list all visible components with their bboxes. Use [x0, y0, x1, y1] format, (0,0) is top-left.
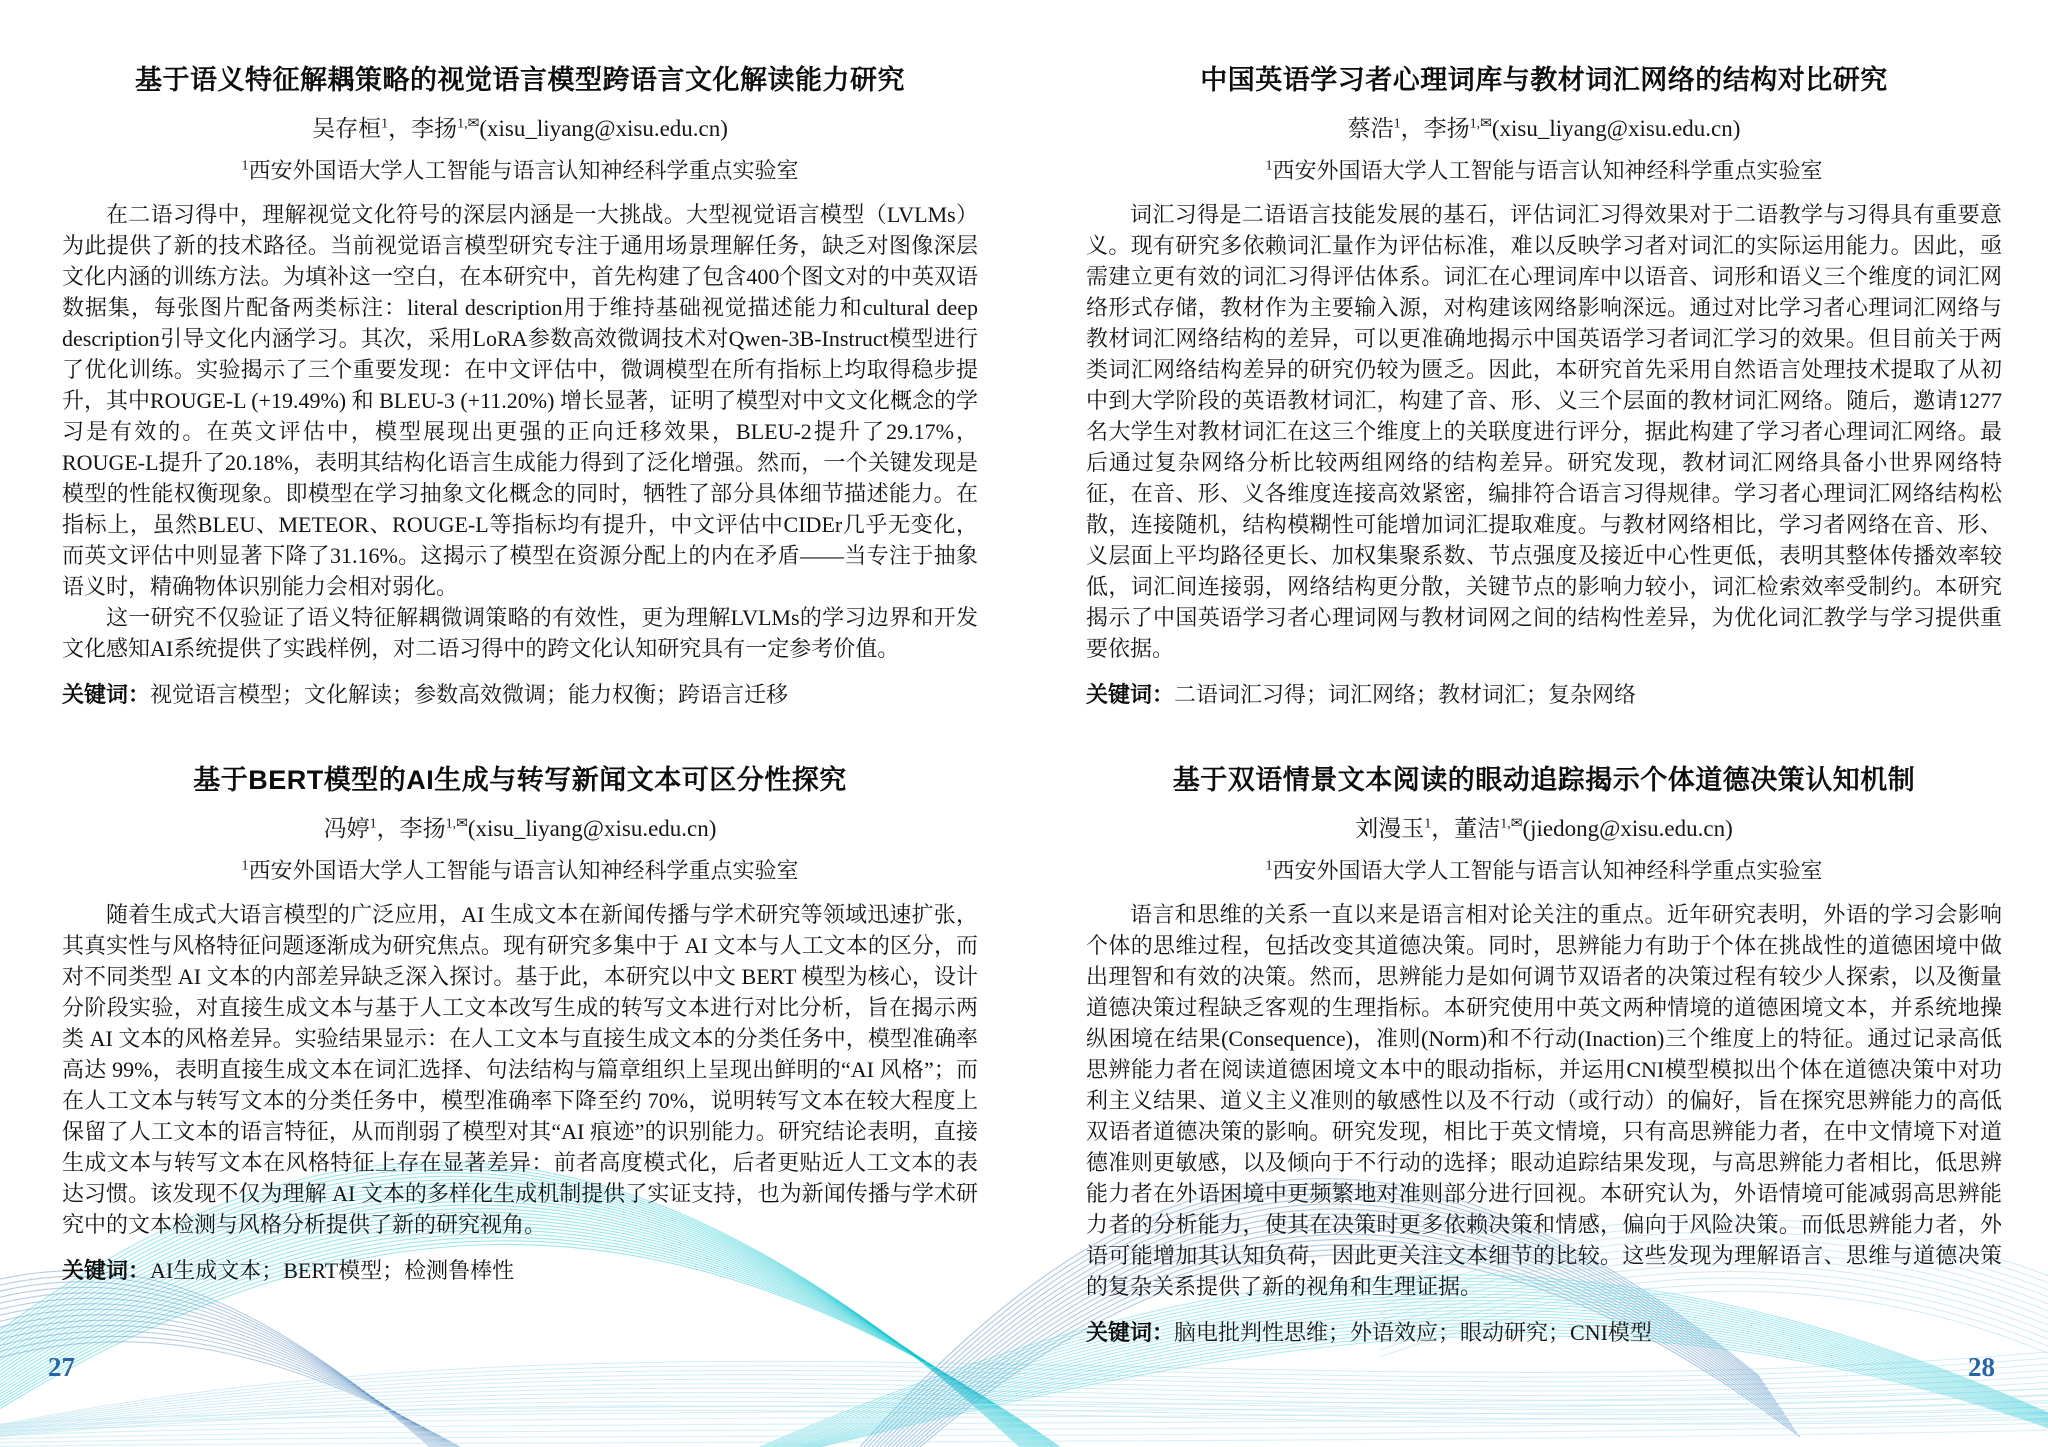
keywords-label: 关键词： [62, 1258, 151, 1283]
author-name: 李扬 [1423, 116, 1470, 141]
keywords-text: AI生成文本；BERT模型；检测鲁棒性 [150, 1258, 515, 1283]
author-separator: ， [376, 816, 400, 841]
author-superscript: 1 [381, 116, 389, 132]
author-name: 刘漫玉 [1355, 816, 1425, 841]
author-superscript: 1 [369, 816, 377, 832]
keywords-line [1086, 679, 2002, 710]
author-separator: ， [1400, 116, 1424, 141]
keywords-label: 关键词： [62, 682, 151, 707]
affiliation-text: 西安外国语大学人工智能与语言认知神经科学重点实验室 [1272, 858, 1823, 883]
authors-line [1086, 814, 2002, 844]
corresponding-author-envelope-icon: 1,✉ [1500, 816, 1523, 832]
author-name: 董洁 [1454, 816, 1501, 841]
author-name: 吴存桓 [312, 116, 382, 141]
authors-line [62, 814, 978, 844]
affiliation-line [62, 856, 978, 885]
abstract-paragraph: 在二语习得中，理解视觉文化符号的深层内涵是一大挑战。大型视觉语言模型（LVLMs）为此提供了新的技术路径。当前视觉语言模型研究专注于通用场景理解任务，缺乏对图像深层文化内涵的训练方法。为填补这一空白，在本研究中，首先构建了包含400个图文对的中英双语数据集，每张图片配备两类标注：literal description用于维持基础视觉描述能力和cultural deep description引导文化内涵学习。其次，采用LoRA参数高效微调技术对Qwen-3B-Instruct模型进行了优化训练。实验揭示了三个重要发现：在中文评估中，微调模型在所有指标上均取得稳步提升，其中ROUGE-L (+19.49%) 和 BLEU-3 (+11.20%) 增长显著，证明了模型对中文文化概念的学习是有效的。在英文评估中，模型展现出更强的正向迁移效果，BLEU-2提升了29.17%，ROUGE-L提升了20.18%，表明其结构化语言生成能力得到了泛化增强。然而，一个关键发现是模型的性能权衡现象。即模型在学习抽象文化概念的同时，牺牲了部分具体细节描述能力。在指标上，虽然BLEU、METEOR、ROUGE-L等指标均有提升，中文评估中CIDEr几乎无变化，而英文评估中则显著下降了31.16%。这揭示了模型在资源分配上的内在矛盾——当专注于抽象语义时，精确物体识别能力会相对弱化。 [62, 202, 978, 599]
affiliation-superscript: 1 [1265, 858, 1273, 874]
abstract-paragraph: 这一研究不仅验证了语义特征解耦微调策略的有效性，更为理解LVLMs的学习边界和开发文化感知AI系统提供了实践样例，对二语习得中的跨文化认知研究具有一定参考价值。 [62, 605, 978, 661]
abstract-paragraph: 词汇习得是二语语言技能发展的基石，评估词汇习得效果对于二语教学与习得具有重要意义。现有研究多依赖词汇量作为评估标准，难以反映学习者对词汇的实际运用能力。因此，亟需建立更有效的词汇习得评估体系。词汇在心理词库中以语音、词形和语义三个维度的词汇网络形式存储，教材作为主要输入源，对构建该网络影响深远。通过对比学习者心理词汇网络与教材词汇网络结构的差异，可以更准确地揭示中国英语学习者词汇学习的效果。但目前关于两类词汇网络结构差异的研究仍较为匮乏。因此，本研究首先采用自然语言处理技术提取了从初中到大学阶段的英语教材词汇，构建了音、形、义三个层面的教材词汇网络。随后，邀请1277名大学生对教材词汇在这三个维度上的关联度进行评分，据此构建了学习者心理词汇网络。最后通过复杂网络分析比较两组网络的结构差异。研究发现，教材词汇网络具备小世界网络特征，在音、形、义各维度连接高效紧密，编排符合语言习得规律。学习者心理词汇网络结构松散，连接随机，结构模糊性可能增加词汇提取难度。与教材网络相比，学习者网络在音、形、义层面上平均路径更长、加权集聚系数、节点强度及接近中心性更低，表明其整体传播效率较低，词汇间连接弱，网络结构更分散，关键节点的影响力较小，词汇检索效率受制约。本研究揭示了中国英语学习者心理词网与教材词网之间的结构性差异，为优化词汇教学与学习提供重要依据。 [1086, 202, 2002, 661]
abstract-title: 基于语义特征解耦策略的视觉语言模型跨语言文化解读能力研究 [135, 65, 905, 95]
affiliation-superscript: 1 [241, 158, 249, 174]
affiliation-superscript: 1 [1265, 158, 1273, 174]
affiliation-line [1086, 856, 2002, 885]
abstract-3 [1086, 62, 2002, 710]
affiliation-text: 西安外国语大学人工智能与语言认知神经科学重点实验室 [1272, 158, 1823, 183]
author-name: 冯婷 [323, 816, 370, 841]
abstract-paragraph: 随着生成式大语言模型的广泛应用，AI 生成文本在新闻传播与学术研究等领域迅速扩张，其真实性与风格特征问题逐渐成为研究焦点。现有研究多集中于 AI 文本与人工文本的区分，而对不同类型 AI 文本的内部差异缺乏深入探讨。基于此，本研究以中文 BERT 模型为核心，设计分阶段实验，对直接生成文本与基于人工文本改写生成的转写文本进行对比分析，旨在揭示两类 AI 文本的风格差异。实验结果显示：在人工文本与直接生成文本的分类任务中，模型准确率高达 99%，表明直接生成文本在词汇选择、句法结构与篇章组织上呈现出鲜明的“AI 风格”；而在人工文本与转写文本的分类任务中，模型准确率下降至约 70%，说明转写文本在较大程度上保留了人工文本的语言特征，从而削弱了模型对其“AI 痕迹”的识别能力。研究结论表明，直接生成文本与转写文本在风格特征上存在显著差异：前者高度模式化，后者更贴近人工文本的表达习惯。该发现不仅为理解 AI 文本的多样化生成机制提供了实证支持，也为新闻传播与学术研究中的文本检测与风格分析提供了新的研究视角。 [62, 902, 978, 1237]
abstract-4 [1086, 762, 2002, 1348]
keywords-line [62, 1255, 978, 1286]
keywords-label: 关键词： [1086, 1320, 1175, 1345]
abstract-title: 中国英语学习者心理词库与教材词汇网络的结构对比研究 [1200, 65, 1888, 95]
corresponding-author-envelope-icon: 1,✉ [457, 116, 480, 132]
keywords-text: 脑电批判性思维；外语效应；眼动研究；CNI模型 [1174, 1320, 1652, 1345]
abstract-2 [62, 762, 978, 1286]
corresponding-author-envelope-icon: 1,✉ [1469, 116, 1492, 132]
corresponding-author-envelope-icon: 1,✉ [445, 816, 468, 832]
page-number-28: 28 [1968, 1352, 1995, 1382]
author-email: (xisu_liyang@xisu.edu.cn) [1491, 116, 1741, 141]
abstract-title: 基于双语情景文本阅读的眼动追踪揭示个体道德决策认知机制 [1172, 765, 1916, 795]
author-email: (xisu_liyang@xisu.edu.cn) [467, 816, 717, 841]
author-email: (xisu_liyang@xisu.edu.cn) [479, 116, 728, 141]
keywords-text: 二语词汇习得；词汇网络；教材词汇；复杂网络 [1174, 682, 1637, 707]
affiliation-text: 西安外国语大学人工智能与语言认知神经科学重点实验室 [248, 858, 799, 883]
author-superscript: 1 [1393, 116, 1401, 132]
author-name: 李扬 [399, 816, 446, 841]
affiliation-text: 西安外国语大学人工智能与语言认知神经科学重点实验室 [248, 158, 799, 183]
page-28 [1024, 0, 2048, 1447]
author-separator: ， [388, 116, 412, 141]
affiliation-line [62, 156, 978, 185]
abstract-paragraph: 语言和思维的关系一直以来是语言相对论关注的重点。近年研究表明，外语的学习会影响个体的思维过程，包括改变其道德决策。同时，思辨能力有助于个体在挑战性的道德困境中做出理智和有效的决策。然而，思辨能力是如何调节双语者的决策过程有较少人探索，以及衡量道德决策过程缺乏客观的生理指标。本研究使用中英文两种情境的道德困境文本，并系统地操纵困境在结果(Consequence)，准则(Norm)和不行动(Inaction)三个维度上的特征。通过记录高低思辨能力者在阅读道德困境文本中的眼动指标，并运用CNI模型模拟出个体在道德决策中对功利主义结果、道义主义准则的敏感性以及不行动（或行动）的偏好，旨在探究思辨能力的高低双语者道德决策的影响。研究发现，相比于英文情境，只有高思辨能力者，在中文情境下对道德准则更敏感，以及倾向于不行动的选择；眼动追踪结果发现，与高思辨能力者相比，低思辨能力者在外语困境中更频繁地对准则部分进行回视。本研究认为，外语情境可能减弱高思辨能力者的分析能力，使其在决策时更多依赖决策和情感，偏向于风险决策。而低思辨能力者，外语可能增加其认知负荷，因此更关注文本细节的比较。这些发现为理解语言、思维与道德决策的复杂关系提供了新的视角和生理证据。 [1086, 902, 2002, 1299]
keywords-label: 关键词： [1086, 682, 1175, 707]
authors-line [62, 114, 978, 144]
author-separator: ， [1431, 816, 1455, 841]
author-email: (jiedong@xisu.edu.cn) [1522, 816, 1733, 841]
abstract-title: 基于BERT模型的AI生成与转写新闻文本可区分性探究 [193, 765, 847, 795]
author-superscript: 1 [1424, 816, 1432, 832]
keywords-line [62, 679, 978, 710]
affiliation-line [1086, 156, 2002, 185]
author-name: 蔡浩 [1347, 116, 1394, 141]
keywords-line [1086, 1317, 2002, 1348]
abstract-1 [62, 62, 978, 710]
keywords-text: 视觉语言模型；文化解读；参数高效微调；能力权衡；跨语言迁移 [150, 682, 789, 707]
author-name: 李扬 [411, 116, 458, 141]
page-number-27: 27 [48, 1352, 75, 1382]
affiliation-superscript: 1 [241, 858, 249, 874]
authors-line [1086, 114, 2002, 144]
